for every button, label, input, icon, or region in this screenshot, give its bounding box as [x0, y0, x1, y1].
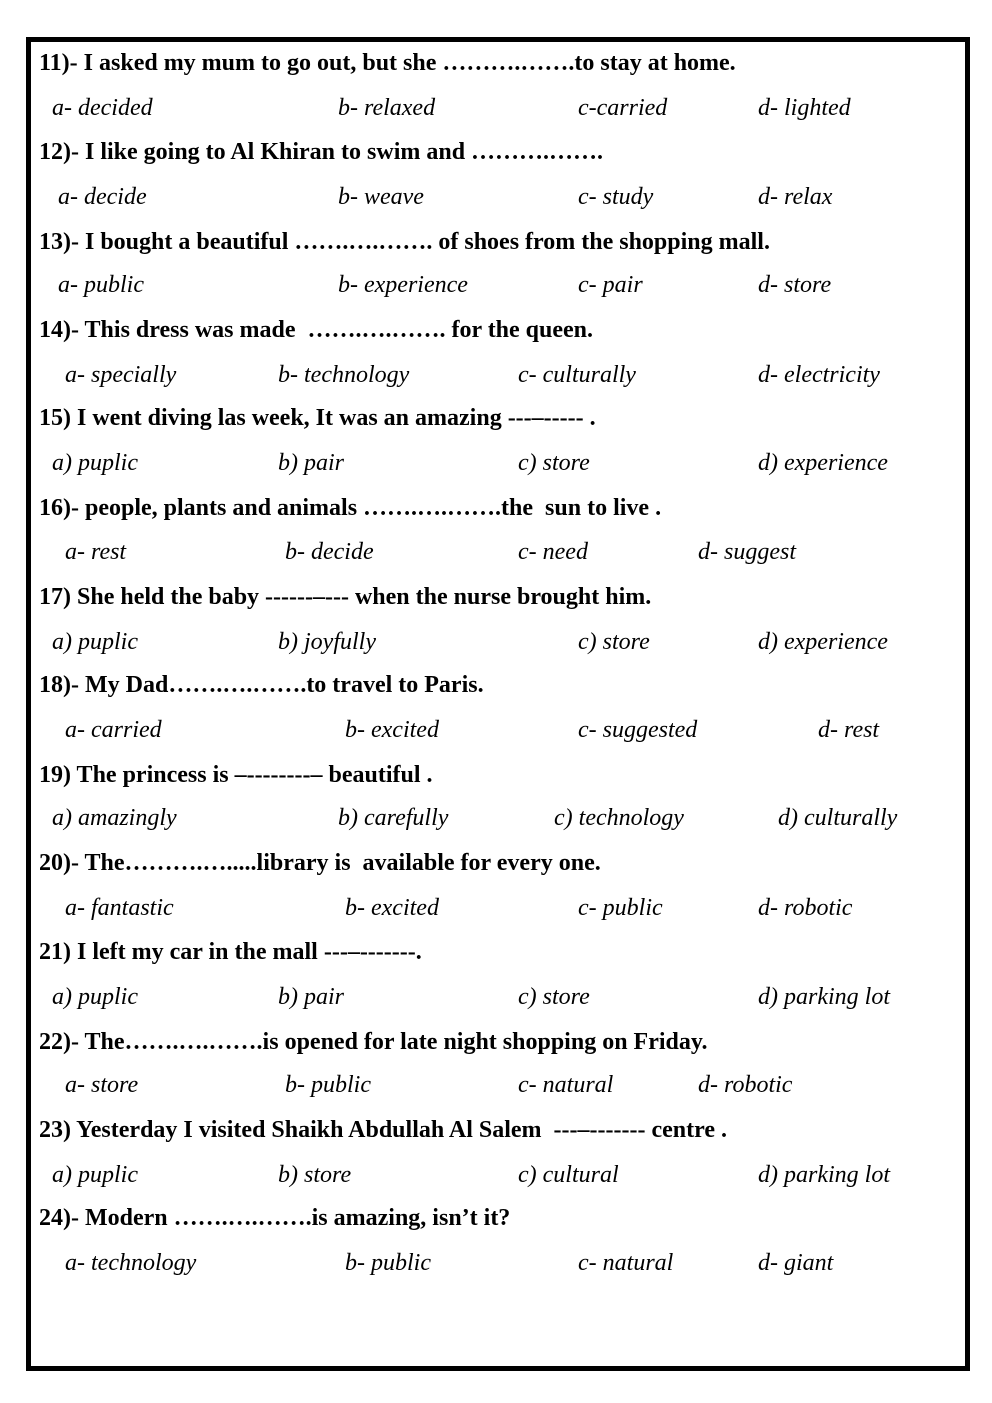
- question-14: 14)- This dress was made …….….……. for the queen.: [39, 317, 594, 343]
- q23-option-c: c) cultural: [518, 1162, 619, 1188]
- q15-option-d: d) experience: [758, 450, 888, 476]
- q11-option-c: c-carried: [578, 95, 668, 121]
- q15-option-c: c) store: [518, 450, 590, 476]
- q15-option-a: a) puplic: [52, 450, 138, 476]
- q20-option-d: d- robotic: [758, 895, 853, 921]
- q18-option-b: b- excited: [345, 717, 439, 743]
- q17-option-a: a) puplic: [52, 629, 138, 655]
- q12-option-d: d- relax: [758, 184, 833, 210]
- q12-option-c: c- study: [578, 184, 654, 210]
- q23-option-d: d) parking lot: [758, 1162, 890, 1188]
- q18-option-a: a- carried: [65, 717, 162, 743]
- question-12: 12)- I like going to Al Khiran to swim and ……….…….: [39, 139, 604, 165]
- q20-option-b: b- excited: [345, 895, 439, 921]
- q13-option-d: d- store: [758, 272, 832, 298]
- q20-option-c: c- public: [578, 895, 663, 921]
- q14-option-d: d- electricity: [758, 362, 880, 388]
- question-19: 19) The princess is –--------– beautiful .: [39, 762, 433, 788]
- question-13: 13)- I bought a beautiful …….….……. of shoes from the shopping mall.: [39, 229, 770, 255]
- question-16: 16)- people, plants and animals …….….…….the sun to live .: [39, 495, 662, 521]
- q17-option-b: b) joyfully: [278, 629, 376, 655]
- q14-option-a: a- specially: [65, 362, 177, 388]
- question-17: 17) She held the baby ------–--- when the nurse brought him.: [39, 584, 652, 610]
- q21-option-a: a) puplic: [52, 984, 138, 1010]
- q11-option-a: a- decided: [52, 95, 153, 121]
- q14-option-c: c- culturally: [518, 362, 636, 388]
- q22-option-b: b- public: [285, 1072, 371, 1098]
- q19-option-d: d) culturally: [778, 805, 898, 831]
- q17-option-d: d) experience: [758, 629, 888, 655]
- q22-option-a: a- store: [65, 1072, 139, 1098]
- question-20: 20)- The……….….....library is available for every one.: [39, 850, 601, 876]
- question-22: 22)- The…….….…….is opened for late night shopping on Friday.: [39, 1029, 708, 1055]
- q21-option-d: d) parking lot: [758, 984, 890, 1010]
- q24-option-b: b- public: [345, 1250, 431, 1276]
- q13-option-c: c- pair: [578, 272, 643, 298]
- question-15: 15) I went diving las week, It was an amazing ---–----- .: [39, 405, 596, 431]
- q11-option-b: b- relaxed: [338, 95, 436, 121]
- question-11: 11)- I asked my mum to go out, but she ……….…….to stay at home.: [39, 50, 736, 76]
- q23-option-b: b) store: [278, 1162, 352, 1188]
- question-24: 24)- Modern …….….…….is amazing, isn’t it?: [39, 1205, 511, 1231]
- q16-option-c: c- need: [518, 539, 588, 565]
- q15-option-b: b) pair: [278, 450, 344, 476]
- q19-option-b: b) carefully: [338, 805, 449, 831]
- q13-option-a: a- public: [58, 272, 144, 298]
- q24-option-a: a- technology: [65, 1250, 197, 1276]
- question-23: 23) Yesterday I visited Shaikh Abdullah Al Salem ---–------- centre .: [39, 1117, 727, 1143]
- q14-option-b: b- technology: [278, 362, 410, 388]
- q13-option-b: b- experience: [338, 272, 468, 298]
- q11-option-d: d- lighted: [758, 95, 851, 121]
- q16-option-d: d- suggest: [698, 539, 796, 565]
- q24-option-d: d- giant: [758, 1250, 834, 1276]
- q23-option-a: a) puplic: [52, 1162, 138, 1188]
- q22-option-c: c- natural: [518, 1072, 614, 1098]
- q18-option-d: d- rest: [818, 717, 880, 743]
- q19-option-c: c) technology: [554, 805, 684, 831]
- q12-option-a: a- decide: [58, 184, 147, 210]
- q16-option-b: b- decide: [285, 539, 374, 565]
- q24-option-c: c- natural: [578, 1250, 674, 1276]
- q22-option-d: d- robotic: [698, 1072, 793, 1098]
- q21-option-b: b) pair: [278, 984, 344, 1010]
- question-18: 18)- My Dad…….….…….to travel to Paris.: [39, 672, 484, 698]
- q12-option-b: b- weave: [338, 184, 424, 210]
- q17-option-c: c) store: [578, 629, 650, 655]
- q18-option-c: c- suggested: [578, 717, 698, 743]
- question-21: 21) I left my car in the mall ---–-------.: [39, 939, 422, 965]
- q16-option-a: a- rest: [65, 539, 127, 565]
- q20-option-a: a- fantastic: [65, 895, 174, 921]
- q21-option-c: c) store: [518, 984, 590, 1010]
- q19-option-a: a) amazingly: [52, 805, 177, 831]
